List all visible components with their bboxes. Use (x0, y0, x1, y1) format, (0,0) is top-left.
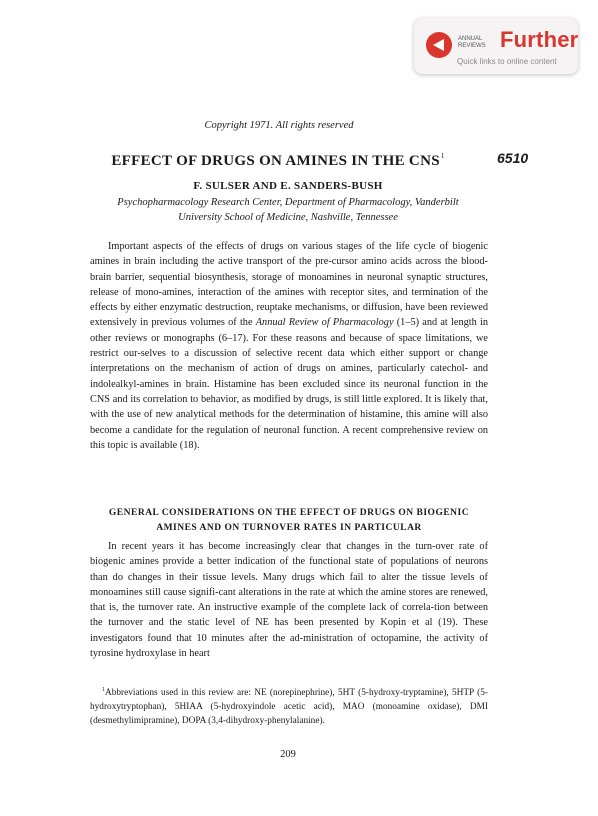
further-label: Further (500, 27, 579, 52)
page-code: 6510 (497, 150, 529, 166)
further-arrow-icon (426, 32, 452, 58)
section-paragraph: In recent years it has become increasingly clear that changes in the turn-over rate of biogenic amines provide a better indication of the functional state of populations of neurons than do changes in their tissue levels. Many drugs which fail to alter the tissue levels of monoamines still cause signifi-cant alterations in the rate at which the amine stores are renewed, that is, the turnover rate. An instructive example of the complete lack of correla-tion between the turnover and the static level of NE has been presented by Kopin et al (19). These investigators found that 10 minutes after the ad-ministration of octopamine, the activity of tyrosine hydroxylase in heart (90, 541, 488, 660)
article-title: EFFECT OF DRUGS ON AMINES IN THE CNS$^1$ (111, 152, 445, 169)
affiliation: Psychopharmacology Research Center, Department of Pharmacology, Vanderbilt University School of Medicine, Nashville, Tennessee (117, 197, 459, 223)
footnote-mark: 1 (102, 687, 105, 693)
journal-name: Annual Review of Pharmacology (255, 317, 394, 329)
further-tagline: Quick links to online content (457, 57, 557, 66)
authors: F. SULSER AND E. SANDERS-BUSH (193, 180, 383, 192)
page-number: 209 (280, 749, 296, 760)
footnote: $^1$Abbreviations used in this review are: NE (norepinephrine), 5HT (5-hydroxy-tryptamine), 5HTP (5-hydroxytryptophan), 5HIAA (5-hydroxyindole acetic acid), MAO (monoamine oxidase), DMI (desmethylimipramine), DOPA (3,4-dihydroxy-phenylalanine). (90, 687, 488, 726)
annual-reviews-logo-text: ANNUAL REVIEWS (458, 36, 486, 49)
title-footnote-mark: 1 (440, 152, 445, 160)
intro-paragraph: Important aspects of the effects of drugs on various stages of the life cycle of biogenic amines in brain including the active transport of the pre-cursor amino acids across the blood-brain barrier, sequential biosynthesis, storage of monoamines in neuronal synaptic structures, release of mono-amines, interaction of the amines with receptor sites, and termination of the effects by either enzymatic destruction, reuptake mechanisms, or diffusion, have been reviewed extensively in previous volumes of the Annual Review of Pharmacology (1–5) and at length in other reviews or monographs (6–17). For these reasons and because of space limitations, we restrict our-selves to a discussion of selective recent data which either support or change interpretations on the mechanism of action of drugs on amines, particularly catechol- and indolealkyl-amines in brain. Histamine has been excluded since its neuronal function in the CNS and its correlation to behavior, as modified by drugs, is still little explored. It is likely that, with the use of new analytical methods for the determination of histamine, this amine will also become a candidate for the regulation of neuronal function. A recent comprehensive review on this topic is available (18). (90, 241, 488, 451)
section-heading: GENERAL CONSIDERATIONS ON THE EFFECT OF DRUGS ON BIOGENIC AMINES AND ON TURNOVER RATES IN PARTICULAR (108, 508, 470, 533)
annual-reviews-further-badge[interactable] (414, 18, 578, 74)
copyright-notice: Copyright 1971. All rights reserved (204, 120, 354, 131)
